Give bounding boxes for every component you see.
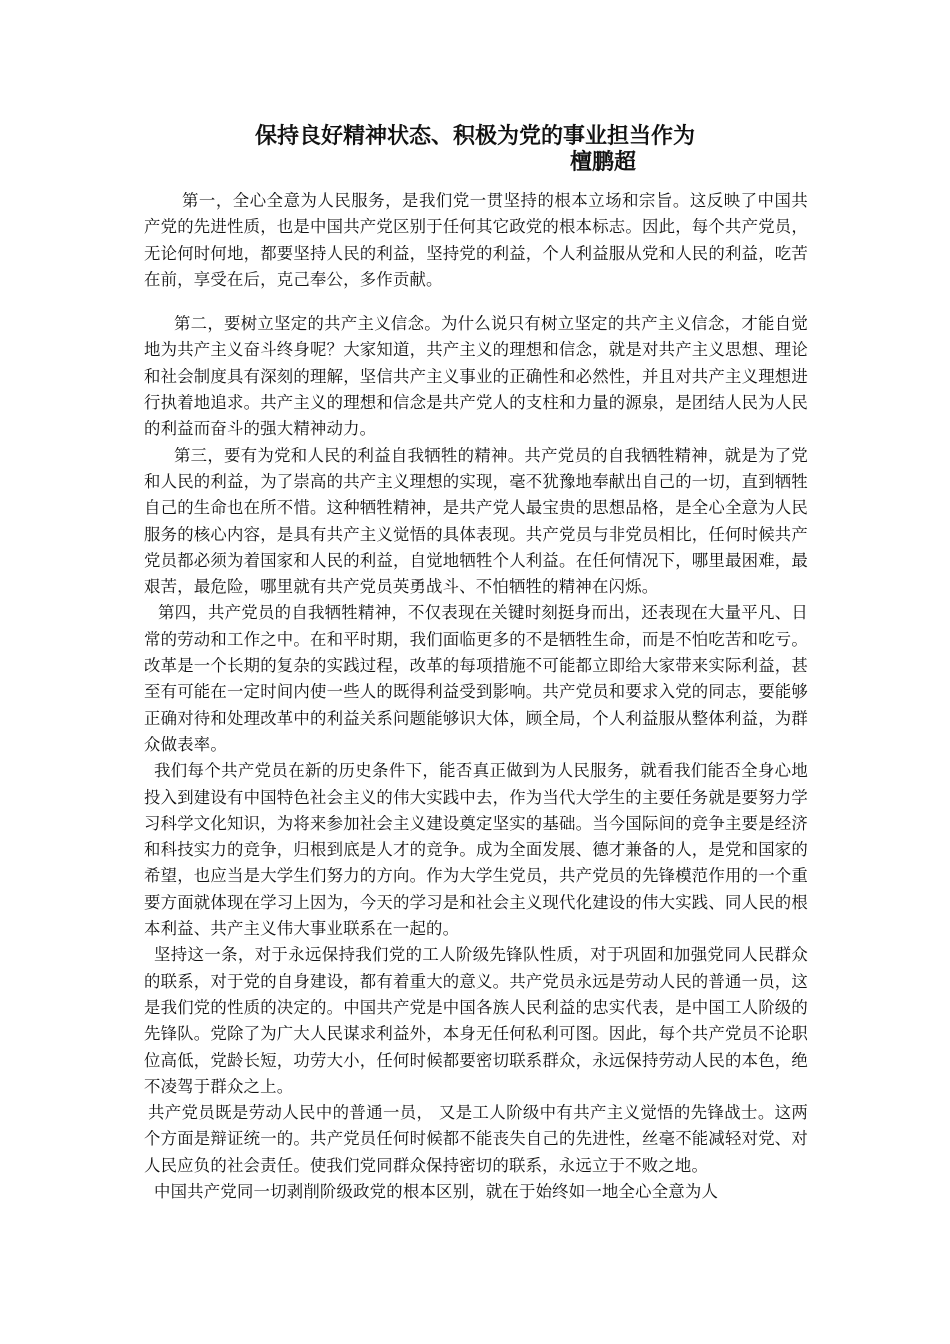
document-author: 檀鹏超 bbox=[570, 150, 637, 175]
paragraph-4: 第四，共产党员的自我牺牲精神，不仅表现在关键时刻挺身而出，还表现在大量平凡、日常的劳动和工作之中。在和平时期，我们面临更多的不是牺牲生命，而是不怕吃苦和吃亏。改革是一个长期的复杂的实践过程，改革的每项措施不可能都立即给大家带来实际利益，甚至有可能在一定时间内使一些人的既得利益受到影响。共产党员和要求入党的同志，要能够正确对待和处理改革中的利益关系问题能够识大体，顾全局，个人利益服从整体利益，为群众做表率。 bbox=[144, 603, 808, 754]
paragraph-2: 第二，要树立坚定的共产主义信念。为什么说只有树立坚定的共产主义信念，才能自觉地为共产主义奋斗终身呢？大家知道，共产主义的理想和信念，就是对共产主义思想、理论和社会制度具有深刻的理解，坚信共产主义事业的正确性和必然性，并且对共产主义理想进行执着地追求。共产主义的理想和信念是共产党人的支柱和力量的源泉，是团结人民为人民的利益而奋斗的强大精神动力。 bbox=[144, 314, 808, 439]
paragraph-1: 第一，全心全意为人民服务，是我们党一贯坚持的根本立场和宗旨。这反映了中国共产党的先进性质，也是中国共产党区别于任何其它政党的根本标志。因此，每个共产党员，无论何时何地，都要坚持人民的利益，坚持党的利益，个人利益服从党和人民的利益，吃苦在前，享受在后，克己奉公，多作贡献。 bbox=[144, 191, 808, 289]
paragraph-8: 中国共产党同一切剥削阶级政党的根本区别，就在于始终如一地全心全意为人 bbox=[154, 1181, 719, 1201]
paragraph-7: 共产党员既是劳动人民中的普通一员， 又是工人阶级中有共产主义觉悟的先锋战士。这两个方面是辩证统一的。共产党员任何时候都不能丧失自己的先进性，丝毫不能减轻对党、对人民应负的社会责任。使我们党同群众保持密切的联系，永远立于不败之地。 bbox=[144, 1103, 808, 1175]
paragraph-3: 第三，要有为党和人民的利益自我牺牲的精神。共产党员的自我牺牲精神，就是为了党和人民的利益，为了崇高的共产主义理想的实现，毫不犹豫地奉献出自己的一切，直到牺牲自己的生命也在所不惜。这种牺牲精神，是共产党人最宝贵的思想品格，是全心全意为人民服务的核心内容，是具有共产主义觉悟的具体表现。共产党员与非党员相比，任何时候共产党员都必须为着国家和人民的利益，自觉地牺牲个人利益。在任何情况下，哪里最困难，最艰苦，最危险，哪里就有共产党员英勇战斗、不怕牺牲的精神在闪烁。 bbox=[144, 445, 808, 597]
paragraph-6: 坚持这一条，对于永远保持我们党的工人阶级先锋队性质，对于巩固和加强党同人民群众的联系，对于党的自身建设，都有着重大的意义。共产党员永远是劳动人民的普通一员，这是我们党的性质的决定的。中国共产党是中国各族人民利益的忠实代表，是中国工人阶级的先锋队。党除了为广大人民谋求利益外，本身无任何私利可图。因此，每个共产党员不论职位高低，党龄长短，功劳大小，任何时候都要密切联系群众，永远保持劳动人民的本色，绝不凌驾于群众之上。 bbox=[144, 945, 808, 1096]
document-title: 保持良好精神状态、积极为党的事业担当作为 bbox=[254, 124, 695, 149]
paragraph-5: 我们每个共产党员在新的历史条件下，能否真正做到为人民服务，就看我们能否全身心地投入到建设有中国特色社会主义的伟大实践中去，作为当代大学生的主要任务就是要努力学习科学文化知识，为将来参加社会主义建设奠定坚实的基础。当今国际间的竞争主要是经济和科技实力的竞争，归根到底是人才的竞争。成为全面发展、德才兼备的人，是党和国家的希望，也应当是大学生们努力的方向。作为大学生党员，共产党员的先锋模范作用的一个重要方面就体现在学习上因为，今天的学习是和社会主义现代化建设的伟大实践、同人民的根本利益、共产主义伟大事业联系在一起的。 bbox=[144, 761, 808, 939]
document-body bbox=[144, 188, 808, 1205]
